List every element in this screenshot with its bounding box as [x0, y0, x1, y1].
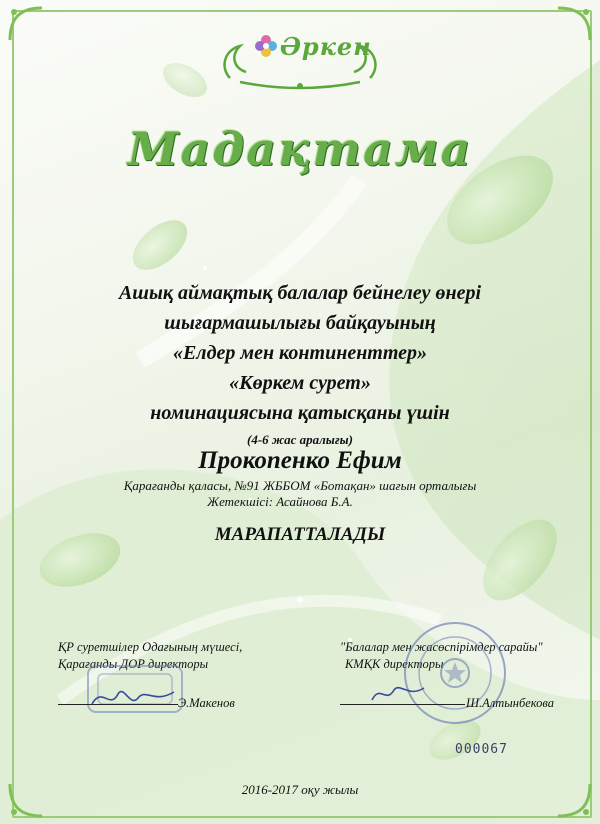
- body-line-2: шығармашылығы байқауының: [164, 312, 436, 334]
- right-signatory-org: "Балалар мен жасөспірімдер сарайы": [340, 640, 543, 654]
- body-line-5: номинациясына қатысқаны үшін: [150, 402, 450, 424]
- logo-text: Әркен: [280, 32, 372, 61]
- left-signatory-name: Э.Макенов: [178, 696, 235, 710]
- certificate-title: Мадақтама: [127, 122, 473, 176]
- left-signatory-title: ҚР суретшілер Одағының мүшесі,: [58, 640, 243, 654]
- age-group: (4-6 жас аралығы): [247, 432, 353, 447]
- signature-line: [340, 704, 465, 705]
- contest-name: «Елдер мен континенттер»: [172, 342, 428, 364]
- serial-number: 000067: [455, 742, 508, 757]
- signature-icon: [88, 680, 178, 714]
- left-signatory-role: Қарағанды ДОР директоры: [58, 657, 209, 671]
- teacher-info: Жетекшісі: Асайнова Б.А.: [207, 494, 353, 509]
- right-signatory-role: КМҚК директоры: [345, 657, 444, 671]
- award-statement: МАРАПАТТАЛАДЫ: [214, 524, 386, 545]
- signature-line: [58, 704, 178, 705]
- right-signatory-name: Ш.Алтынбекова: [466, 696, 554, 710]
- round-seal-icon: [400, 618, 510, 728]
- logo: [0, 28, 600, 90]
- ornament-icon: [200, 28, 400, 90]
- flower-icon: [255, 35, 277, 57]
- nomination-name: «Көркем сурет»: [229, 372, 371, 394]
- body-line-1: Ашық аймақтық балалар бейнелеу өнері: [118, 282, 482, 304]
- recipient-name: Прокопенко Ефим: [198, 447, 402, 474]
- school-info: Қарағанды қаласы, №91 ЖББОМ «Ботақан» шағын орталығы: [123, 478, 477, 493]
- academic-year: 2016-2017 оқу жылы: [241, 782, 359, 797]
